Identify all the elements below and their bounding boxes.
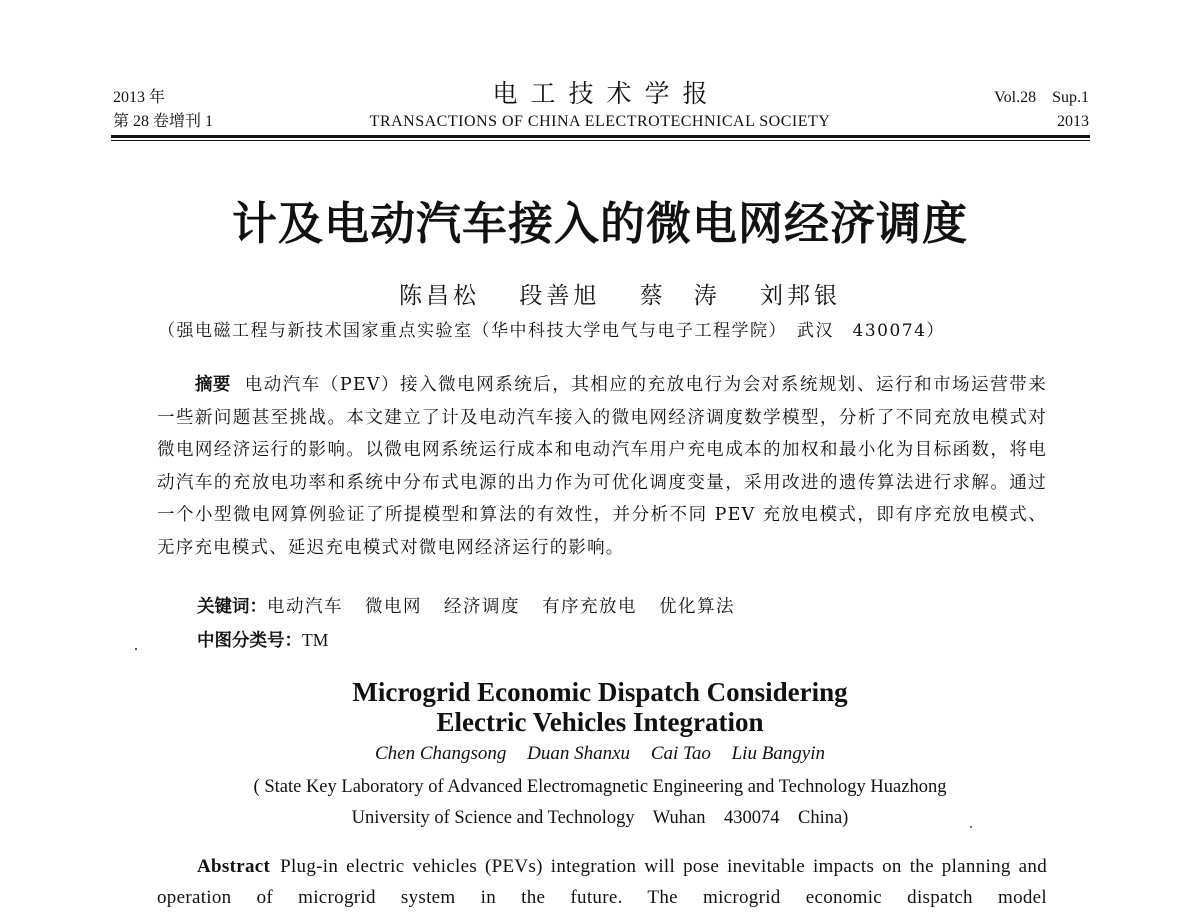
- header-rule-thick: [111, 135, 1090, 138]
- header-vol: Vol.28: [994, 89, 1037, 106]
- scan-speck: [135, 648, 137, 650]
- header-year: 2013 年: [113, 89, 166, 106]
- author-en: Chen Changsong: [374, 743, 507, 764]
- header-sup: Sup.1: [1052, 89, 1089, 106]
- keyword: 经济调度: [444, 597, 520, 617]
- abstract-cn-text: 电动汽车（PEV）接入微电网系统后，其相应的充放电行为会对系统规划、运行和市场运营带来一些新问题甚至挑战。本文建立了计及电动汽车接入的微电网经济调度数学模型，分析了不同充放电模式对微电网经济运行的影响。以微电网系统运行成本和电动汽车用户充电成本的加权和最小化为目标函数，将电动汽车的充放电功率和系统中分布式电源的出力作为可优化调度变量，采用改进的遗传算法进行求解。通过一个小型微电网算例验证了所提模型和算法的有效性，并分析不同 PEV 充放电模式，即有序充放电模式、无序充电模式、延迟充电模式对微电网经济运行的影响。: [157, 375, 1047, 558]
- abstract-cn-label: 摘要: [195, 375, 231, 395]
- abstract-en-text: Plug-in electric vehicles (PEVs) integration will pose inevitable impacts on the planning and operation of microgrid system in the future. The microgrid economic dispatch model: [157, 856, 1047, 908]
- classification-cn-label: 中图分类号：: [197, 631, 302, 651]
- abstract-en-label: Abstract: [197, 856, 271, 877]
- header-issue-info: [113, 86, 213, 134]
- author-en: Duan Shanxu: [527, 743, 631, 764]
- paper-title-en-line2: Electric Vehicles Integration: [436, 707, 764, 737]
- scan-speck: [970, 826, 972, 828]
- classification-cn: [197, 625, 328, 656]
- header-volume: 第 28 卷增刊 1: [113, 113, 214, 130]
- author-cn: 段善旭: [519, 283, 601, 309]
- paper-title-en: [0, 677, 1200, 737]
- abstract-en: [157, 851, 1047, 913]
- paper-title-en-line1: Microgrid Economic Dispatch Considering: [352, 677, 848, 707]
- abstract-cn: [157, 369, 1047, 564]
- affiliation-cn: （强电磁工程与新技术国家重点实验室（华中科技大学电气与电子工程学院） 武汉 430074）: [158, 321, 945, 341]
- keywords-cn-label: 关键词：: [197, 597, 267, 617]
- author-en: Cai Tao: [650, 743, 711, 764]
- keyword: 微电网: [365, 597, 422, 617]
- keyword: 有序充放电: [542, 597, 637, 617]
- authors-en: [0, 741, 1200, 767]
- author-en: Liu Bangyin: [731, 743, 826, 764]
- header-volume-info: [994, 86, 1089, 134]
- journal-name-en: TRANSACTIONS OF CHINA ELECTROTECHNICAL SOCIETY: [369, 113, 831, 130]
- header-right-year: 2013: [1057, 113, 1089, 130]
- keyword: 优化算法: [659, 597, 735, 617]
- journal-name: [300, 80, 900, 133]
- affiliation-en-line2: University of Science and Technology Wuhan 430074 China): [351, 808, 849, 828]
- keywords-cn: [197, 592, 757, 622]
- affiliation-en-line1: ( State Key Laboratory of Advanced Electromagnetic Engineering and Technology Huazhong: [253, 777, 947, 797]
- header-rule-thin: [111, 140, 1090, 141]
- paper-title-cn: 计及电动汽车接入的微电网经济调度: [231, 197, 968, 250]
- author-cn: 陈昌松: [399, 283, 481, 309]
- author-cn: 蔡 涛: [639, 283, 721, 309]
- author-cn: 刘邦银: [759, 283, 841, 309]
- classification-cn-value: TM: [302, 630, 329, 650]
- authors-cn: [0, 281, 1200, 311]
- journal-name-cn: 电工技术学报: [492, 81, 721, 108]
- affiliation-en: [0, 772, 1200, 834]
- keyword: 电动汽车: [267, 597, 343, 617]
